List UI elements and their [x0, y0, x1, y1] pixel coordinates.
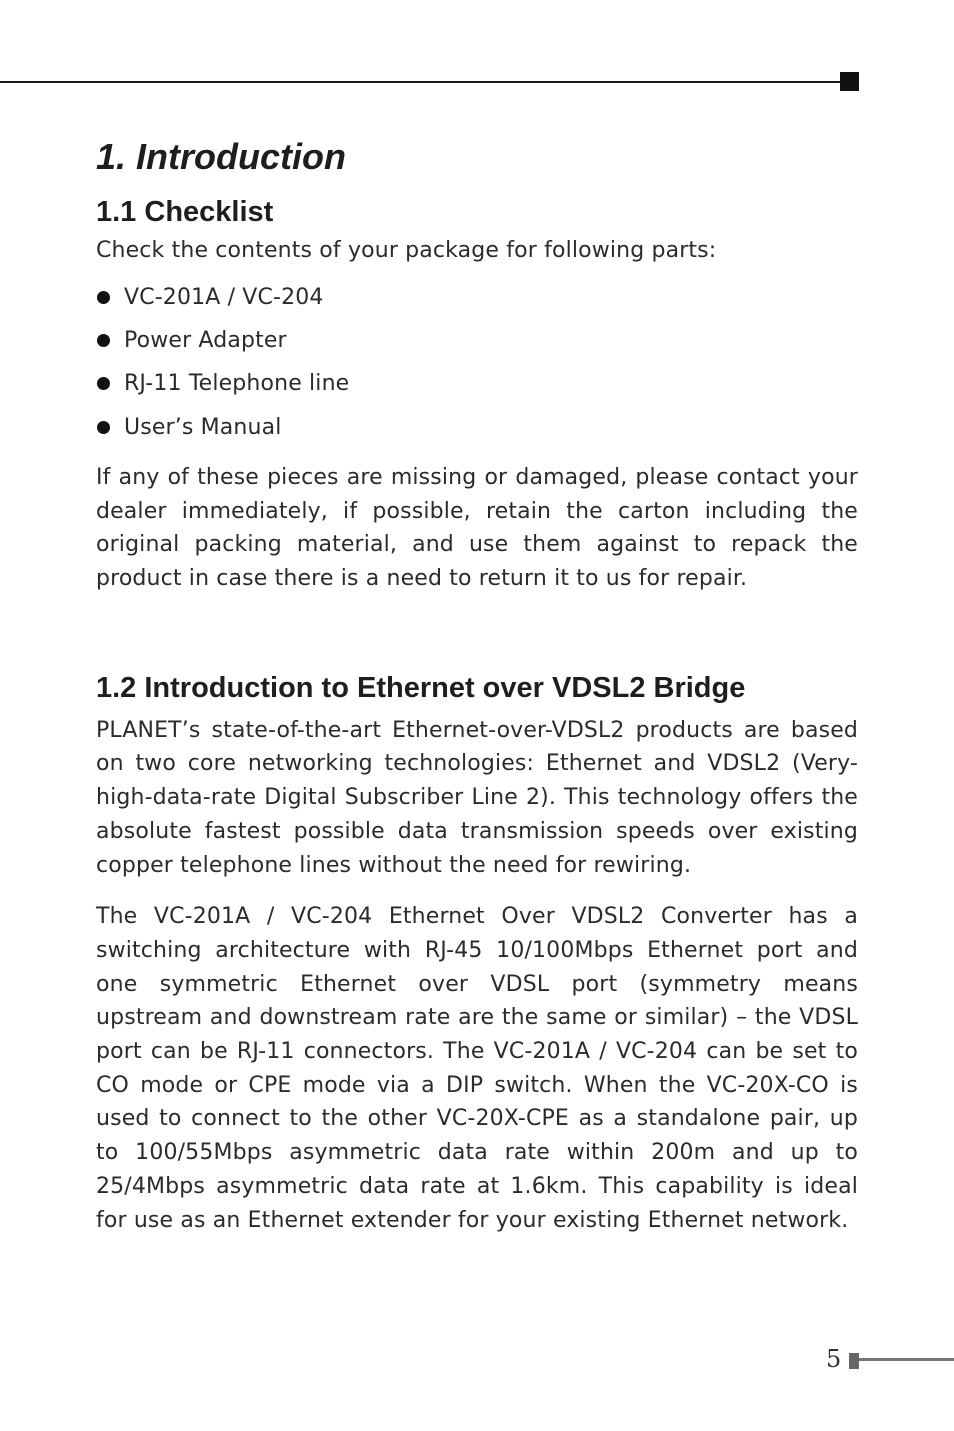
header-square-marker — [840, 72, 859, 91]
bullet-icon — [97, 421, 110, 434]
list-item — [96, 406, 858, 449]
footer-marker — [849, 1353, 859, 1369]
header-rule — [0, 81, 842, 83]
bullet-icon — [97, 291, 110, 304]
bullet-icon — [97, 377, 110, 390]
page-number: 5 — [826, 1345, 842, 1373]
list-item-text: RJ-11 Telephone line — [124, 371, 350, 397]
list-item-text: VC-201A / VC-204 — [124, 284, 324, 310]
list-item — [96, 362, 858, 405]
list-item-text: User’s Manual — [124, 414, 282, 440]
checklist-list — [96, 276, 858, 449]
page-content — [96, 132, 858, 1237]
list-item-text: Power Adapter — [124, 328, 287, 353]
checklist-note: If any of these pieces are missing or damaged, please contact your dealer immediately, if possible, retain the carton including the original packing material, and use them against to repack the product in case there is a need to return it to us for repair. — [96, 464, 858, 591]
footer-rule — [859, 1358, 954, 1361]
list-item — [96, 319, 858, 362]
checklist-lead: Check the contents of your package for following parts: — [96, 238, 717, 263]
intro-paragraph-1: PLANET’s state-of-the-art Ethernet-over-VDSL2 products are based on two core networking technologies: Ethernet and VDSL2 (Very-high-data-rate Digital Subscriber Line 2). This technology offers the absolute fastest possible data transmission speeds over existing copper telephone lines without the need for rewiring. — [96, 717, 858, 878]
intro-paragraph-2: The VC-201A / VC-204 Ethernet Over VDSL2 Converter has a switching architecture with RJ-45 10/100Mbps Ethernet port and one symmetric Ethernet over VDSL port (symmetry means upstream and downstream rate are the same or similar) – the VDSL port can be RJ-11 connectors. The VC-201A / VC-204 can be set to CO mode or CPE mode via a DIP switch. When the VC-20X-CO is used to connect to the other VC-20X-CPE as a standalone pair, up to 100/55Mbps asymmetric data rate within 200m and up to 25/4Mbps asymmetric data rate at 1.6km. This capability is ideal for use as an Ethernet extender for your existing Ethernet network. — [96, 904, 858, 1233]
bullet-icon — [97, 334, 110, 347]
chapter-title: 1. Introduction — [96, 136, 346, 177]
list-item — [96, 276, 858, 319]
checklist-heading: 1.1 Checklist — [96, 196, 274, 228]
intro-heading: 1.2 Introduction to Ethernet over VDSL2 Bridge — [96, 671, 746, 704]
